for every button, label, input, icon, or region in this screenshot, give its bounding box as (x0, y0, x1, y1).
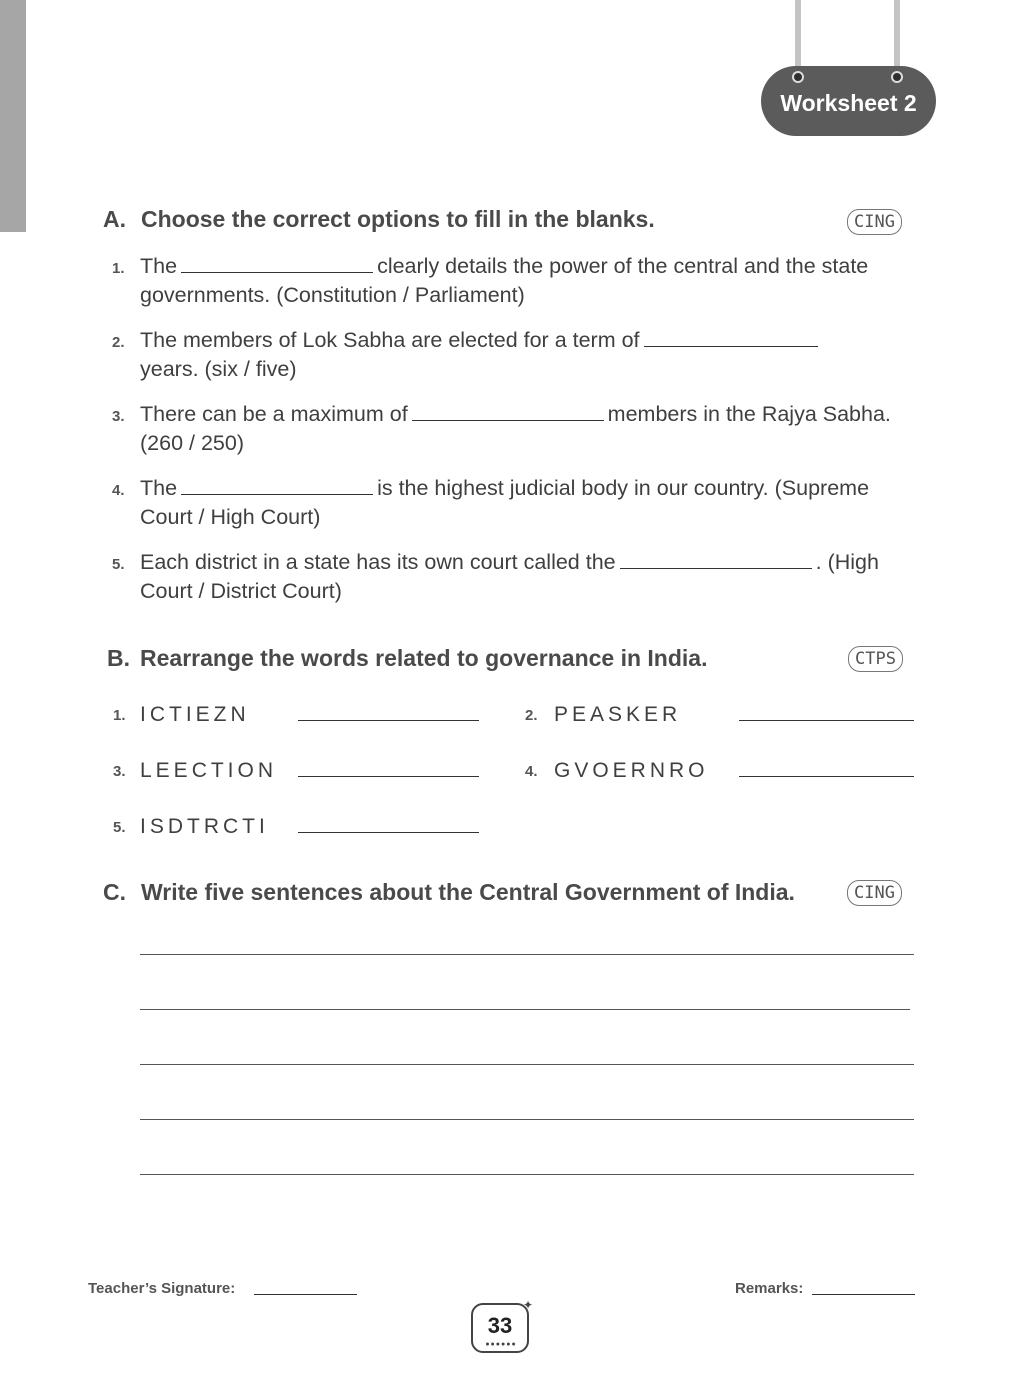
section-c-heading: Write five sentences about the Central Government of India. (141, 879, 795, 905)
section-c-letter: C. (103, 879, 126, 905)
page-number: 33 (487, 1313, 513, 1338)
writing-line-5[interactable] (140, 1174, 914, 1175)
remarks-line[interactable] (812, 1294, 915, 1295)
worksheet-badge-label: Worksheet 2 (780, 89, 917, 116)
jumbled-word-4: GVOERNRO (554, 759, 709, 782)
item-text-after: members in the Rajya Sabha. (260 / 250) (140, 402, 891, 455)
hanger-ring-left-icon (792, 71, 804, 83)
item-text-after: is the highest judicial body in our country. (Supreme Court / High Court) (140, 476, 870, 529)
teacher-signature-line[interactable] (254, 1294, 357, 1295)
section-a-item-3 (112, 400, 912, 458)
item-text-before: The (140, 254, 178, 278)
answer-line-5[interactable] (298, 832, 479, 833)
section-a-tag: CING (847, 209, 902, 235)
item-number: 2. (112, 334, 125, 351)
jumble-number-1: 1. (113, 707, 126, 724)
item-number: 1. (112, 260, 125, 277)
section-c-title (103, 879, 795, 906)
answer-blank[interactable] (412, 402, 604, 421)
jumble-number-3: 3. (113, 763, 126, 780)
section-a-item-2 (112, 326, 912, 384)
writing-line-3[interactable] (140, 1064, 914, 1065)
writing-line-2[interactable] (140, 1009, 910, 1010)
hanger-ring-right-icon (891, 71, 903, 83)
item-text-before: The (140, 476, 178, 500)
star-icon: ✦ (522, 1298, 533, 1312)
writing-line-1[interactable] (140, 954, 914, 955)
tablet-dots-icon: ●●●●●● (485, 1341, 517, 1348)
item-text-after: . (High Court / District Court) (140, 550, 879, 603)
jumble-number-5: 5. (113, 819, 126, 836)
section-a-letter: A. (103, 206, 126, 232)
answer-line-4[interactable] (739, 776, 914, 777)
item-text-before: The members of Lok Sabha are elected for a term of (140, 328, 640, 352)
answer-blank[interactable] (644, 328, 818, 347)
jumble-number-2: 2. (525, 707, 538, 724)
section-a-item-4 (112, 474, 912, 532)
side-strip (0, 0, 26, 232)
answer-blank[interactable] (181, 254, 373, 273)
jumbled-word-5: ISDTRCTI (140, 815, 269, 838)
jumbled-word-1: ICTIEZN (140, 703, 250, 726)
section-a-title (103, 206, 655, 233)
answer-line-2[interactable] (739, 720, 914, 721)
section-a-item-1 (112, 252, 912, 310)
item-number: 3. (112, 408, 125, 425)
answer-line-1[interactable] (298, 720, 479, 721)
section-b-heading: Rearrange the words related to governance in India. (140, 645, 708, 671)
section-b-letter: B. (107, 645, 130, 671)
item-number: 5. (112, 556, 125, 573)
section-b-title (107, 645, 707, 672)
remarks-label: Remarks: (735, 1280, 804, 1297)
jumble-number-4: 4. (525, 763, 538, 780)
answer-blank[interactable] (181, 476, 373, 495)
page-number-badge (471, 1298, 533, 1353)
item-text-after: clearly details the power of the central and the state governments. (Constitution / Parliament) (140, 254, 869, 307)
answer-blank[interactable] (620, 550, 812, 569)
section-b-tag: CTPS (848, 646, 903, 672)
teacher-signature-label: Teacher’s Signature: (88, 1280, 236, 1297)
item-text-after: years. (six / five) (140, 357, 297, 381)
answer-line-3[interactable] (298, 776, 479, 777)
section-c-tag: CING (847, 880, 902, 906)
jumbled-word-2: PEASKER (554, 703, 682, 726)
worksheet-badge (761, 66, 936, 136)
item-number: 4. (112, 482, 125, 499)
jumbled-word-3: LEECTION (140, 759, 278, 782)
section-a-item-5 (112, 548, 912, 606)
writing-line-4[interactable] (140, 1119, 914, 1120)
item-text-before: Each district in a state has its own court called the (140, 550, 616, 574)
section-a-heading: Choose the correct options to fill in the blanks. (141, 206, 655, 232)
item-text-before: There can be a maximum of (140, 402, 408, 426)
